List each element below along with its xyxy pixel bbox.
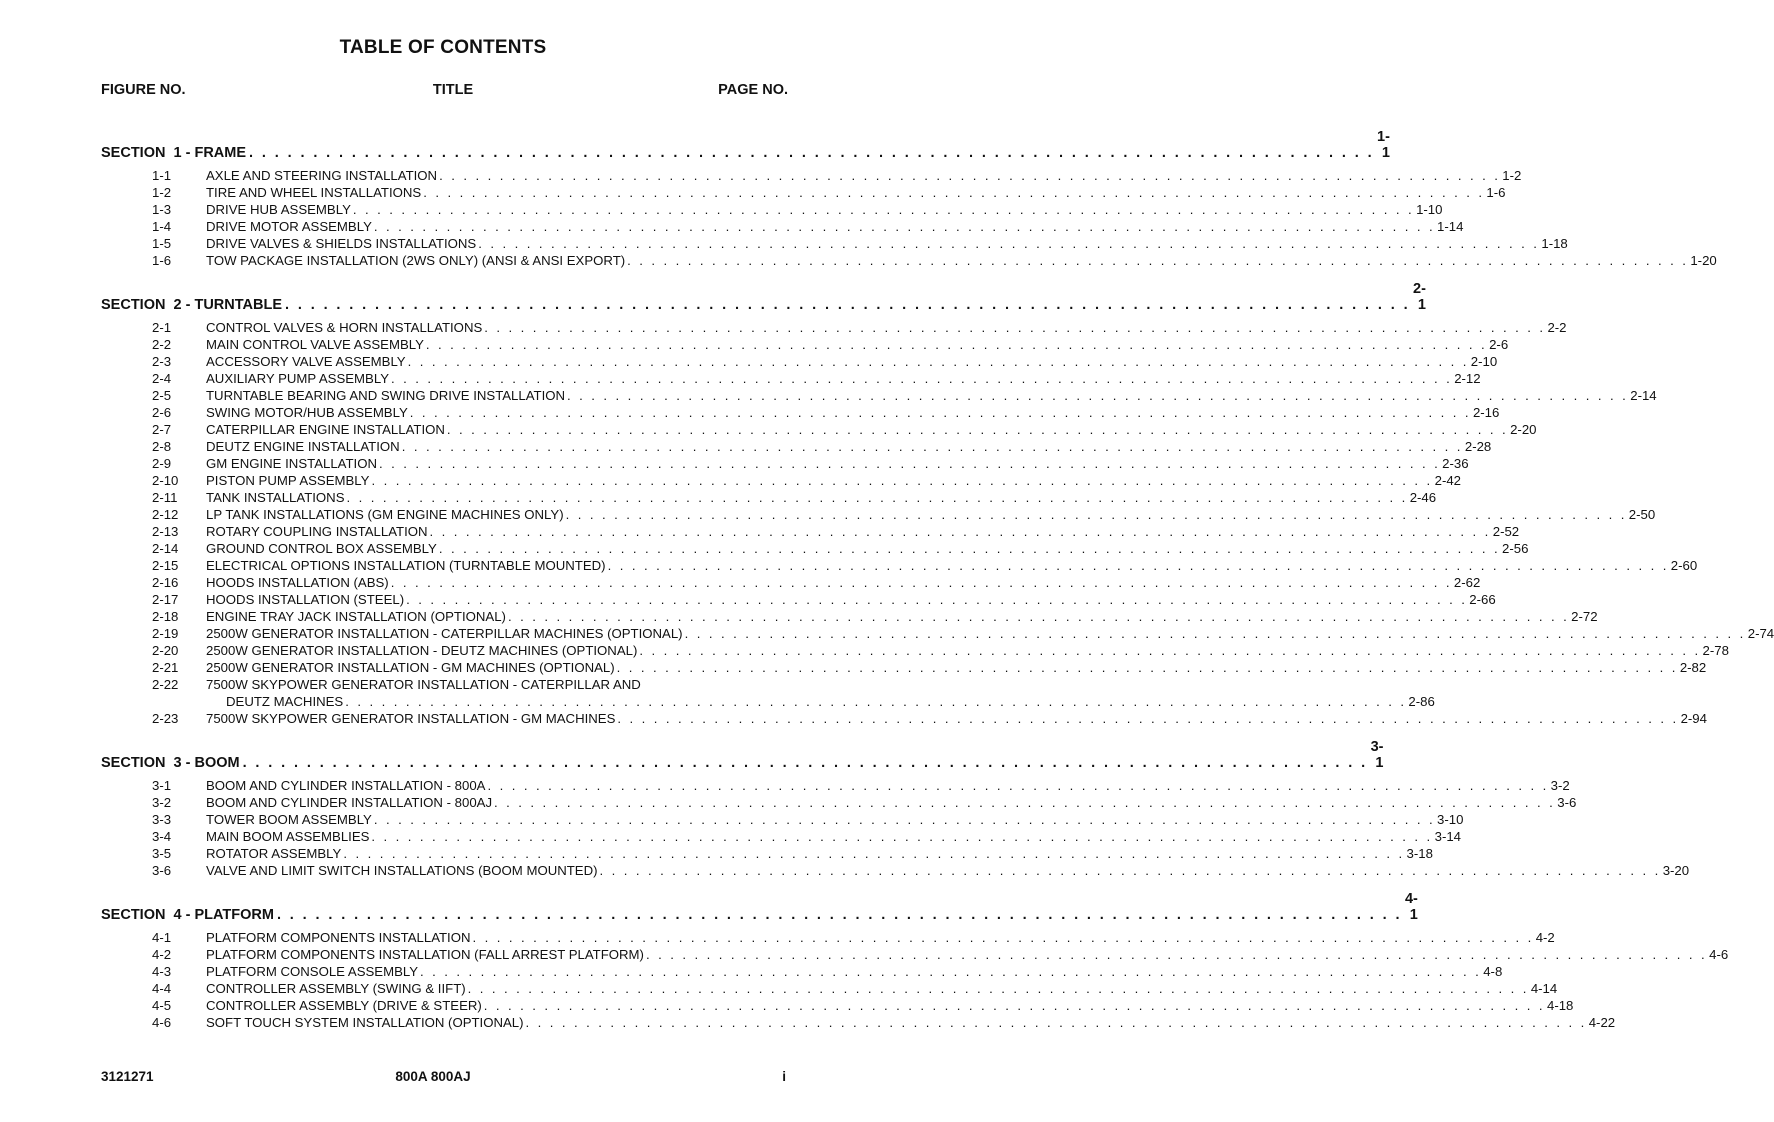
dot-leader: . . . . . . . . . . . . . . . . . . . . . . . . . . . . . . . . . . . . . . . . . . . . . . . . . . . . . . . . . . . . . . . . . . . . . . . . . . . . . . . . . . . . . . . . — [352, 202, 1415, 217]
column-header-figure: FIGURE NO. — [101, 82, 186, 98]
dot-leader: . . . . . . . . . . . . . . . . . . . . . . . . . . . . . . . . . . . . . . . . . . . . . . . . . . . . . . . . . . . . . . . . . . . . . . . . . . . . . . . . . . . . . . . . — [373, 219, 1436, 234]
toc-entry[interactable] — [0, 252, 1717, 269]
toc-entry[interactable] — [0, 608, 1598, 625]
toc-entry[interactable] — [0, 625, 1774, 642]
entry-title: ACCESSORY VALVE ASSEMBLY — [206, 354, 406, 369]
entry-page: 2-16 — [1472, 405, 1500, 420]
entry-page: 2-86 — [1408, 694, 1435, 709]
entry-title: CONTROLLER ASSEMBLY (SWING & IIFT) — [206, 981, 466, 996]
section-title: TURNTABLE — [194, 297, 282, 313]
toc-entry[interactable] — [0, 540, 1529, 557]
toc-entry[interactable] — [0, 574, 1481, 591]
section-label: SECTION 1 - — [101, 145, 195, 161]
dot-leader: . . . . . . . . . . . . . . . . . . . . . . . . . . . . . . . . . . . . . . . . . . . . . . . . . . . . . . . . . . . . . . . . . . . . . . . . . . . . . . . . . . . . . . . . — [639, 643, 1701, 658]
toc-entry[interactable] — [0, 489, 1437, 506]
toc-entry[interactable] — [0, 557, 1698, 574]
figure-number: 2-16 — [152, 575, 179, 590]
dot-leader: . . . . . . . . . . . . . . . . . . . . . . . . . . . . . . . . . . . . . . . . . . . . . . . . . . . . . . . . . . . . . . . . . . . . . . . . . . . . . . . . . . . . . . . . — [438, 541, 1501, 556]
dot-leader: . . . . . . . . . . . . . . . . . . . . . . . . . . . . . . . . . . . . . . . . . . . . . . . . . . . . . . . . . . . . . . . . . . . . . . . . . . . . . . . . . . . . . . . . — [346, 490, 1408, 505]
entry-title: 2500W GENERATOR INSTALLATION - GM MACHINES (OPTIONAL) — [206, 660, 615, 675]
dot-leader: . . . . . . . . . . . . . . . . . . . . . . . . . . . . . . . . . . . . . . . . . . . . . . . . . . . . . . . . . . . . . . . . . . . . . . . . . . . . . . . . . . . . . . . . — [525, 1015, 1587, 1030]
entry-title: TOW PACKAGE INSTALLATION (2WS ONLY) (ANSI & ANSI EXPORT) — [206, 253, 626, 268]
dot-leader: . . . . . . . . . . . . . . . . . . . . . . . . . . . . . . . . . . . . . . . . . . . . . . . . . . . . . . . . . . . . . . . . . . . . . . . . . . . . . . . . . . . . . . . . — [276, 907, 1402, 923]
section-page: 4-1 — [1404, 891, 1418, 923]
figure-number: 2-15 — [152, 558, 179, 573]
entry-title: DEUTZ MACHINES — [226, 694, 344, 709]
entry-page: 4-18 — [1546, 998, 1574, 1013]
dot-leader: . . . . . . . . . . . . . . . . . . . . . . . . . . . . . . . . . . . . . . . . . . . . . . . . . . . . . . . . . . . . . . . . . . . . . . . . . . . . . . . . . . . . . . . . — [407, 354, 1469, 369]
section-label: SECTION 2 - — [101, 297, 195, 313]
toc-entry[interactable] — [0, 591, 1496, 608]
toc-entry[interactable] — [0, 472, 1462, 489]
entry-title: 7500W SKYPOWER GENERATOR INSTALLATION - GM MACHINES — [206, 711, 616, 726]
dot-leader: . . . . . . . . . . . . . . . . . . . . . . . . . . . . . . . . . . . . . . . . . . . . . . . . . . . . . . . . . . . . . . . . . . . . . . . . . . . . . . . . . . . . . . . . — [684, 626, 1746, 641]
entry-title: GROUND CONTROL BOX ASSEMBLY — [206, 541, 437, 556]
toc-entry[interactable] — [0, 167, 1522, 184]
entry-title: DRIVE MOTOR ASSEMBLY — [206, 219, 372, 234]
dot-leader: . . . . . . . . . . . . . . . . . . . . . . . . . . . . . . . . . . . . . . . . . . . . . . . . . . . . . . . . . . . . . . . . . . . . . . . . . . . . . . . . . . . . . . . . — [627, 253, 1689, 268]
entry-title: AUXILIARY PUMP ASSEMBLY — [206, 371, 389, 386]
entry-title: PLATFORM COMPONENTS INSTALLATION (FALL ARREST PLATFORM) — [206, 947, 644, 962]
toc-entry[interactable] — [0, 455, 1469, 472]
entry-title: BOOM AND CYLINDER INSTALLATION - 800A — [206, 778, 486, 793]
dot-leader: . . . . . . . . . . . . . . . . . . . . . . . . . . . . . . . . . . . . . . . . . . . . . . . . . . . . . . . . . . . . . . . . . . . . . . . . . . . . . . . . . . . . . . . . — [425, 337, 1488, 352]
figure-number: 2-4 — [152, 371, 172, 386]
column-header-title: TITLE — [432, 82, 474, 98]
dot-leader: . . . . . . . . . . . . . . . . . . . . . . . . . . . . . . . . . . . . . . . . . . . . . . . . . . . . . . . . . . . . . . . . . . . . . . . . . . . . . . . . . . . . . . . . — [371, 829, 1433, 844]
entry-page: 2-50 — [1628, 507, 1656, 522]
entry-page: 2-12 — [1454, 371, 1481, 386]
entry-page: 1-14 — [1437, 219, 1464, 234]
figure-number: 3-4 — [152, 829, 172, 844]
entry-title: PLATFORM CONSOLE ASSEMBLY — [206, 964, 419, 979]
entry-page: 4-2 — [1535, 930, 1555, 945]
figure-number: 4-5 — [152, 998, 172, 1013]
entry-page: 2-66 — [1469, 592, 1496, 607]
entry-title: SWING MOTOR/HUB ASSEMBLY — [206, 405, 408, 420]
figure-number: 2-12 — [152, 507, 179, 522]
dot-leader: . . . . . . . . . . . . . . . . . . . . . . . . . . . . . . . . . . . . . . . . . . . . . . . . . . . . . . . . . . . . . . . . . . . . . . . . . . . . . . . . . . . . . . . . — [242, 755, 1368, 771]
figure-number: 1-2 — [152, 185, 172, 200]
toc-entry[interactable] — [0, 438, 1492, 455]
dot-leader: . . . . . . . . . . . . . . . . . . . . . . . . . . . . . . . . . . . . . . . . . . . . . . . . . . . . . . . . . . . . . . . . . . . . . . . . . . . . . . . . . . . . . . . . — [378, 456, 1441, 471]
toc-entry[interactable] — [0, 336, 1509, 353]
toc-section — [0, 129, 1717, 269]
table-of-contents — [0, 129, 1774, 1045]
figure-number: 3-1 — [152, 778, 172, 793]
toc-entry[interactable] — [0, 184, 1506, 201]
dot-leader: . . . . . . . . . . . . . . . . . . . . . . . . . . . . . . . . . . . . . . . . . . . . . . . . . . . . . . . . . . . . . . . . . . . . . . . . . . . . . . . . . . . . . . . . — [484, 320, 1546, 335]
section-title: FRAME — [194, 145, 247, 161]
toc-entry[interactable] — [0, 319, 1567, 336]
entry-page: 2-94 — [1680, 711, 1707, 726]
column-header-page: PAGE NO. — [718, 82, 788, 98]
entry-page: 2-2 — [1547, 320, 1567, 335]
dot-leader: . . . . . . . . . . . . . . . . . . . . . . . . . . . . . . . . . . . . . . . . . . . . . . . . . . . . . . . . . . . . . . . . . . . . . . . . . . . . . . . . . . . . . . . . — [472, 930, 1534, 945]
toc-entry[interactable] — [0, 845, 1433, 862]
figure-number: 1-1 — [152, 168, 172, 183]
toc-entry[interactable] — [0, 963, 1503, 980]
figure-number: 2-2 — [152, 337, 172, 352]
dot-leader: . . . . . . . . . . . . . . . . . . . . . . . . . . . . . . . . . . . . . . . . . . . . . . . . . . . . . . . . . . . . . . . . . . . . . . . . . . . . . . . . . . . . . . . . — [607, 558, 1669, 573]
toc-entry[interactable] — [0, 353, 1498, 370]
dot-leader: . . . . . . . . . . . . . . . . . . . . . . . . . . . . . . . . . . . . . . . . . . . . . . . . . . . . . . . . . . . . . . . . . . . . . . . . . . . . . . . . . . . . . . . . — [617, 711, 1679, 726]
entry-page: 1-10 — [1416, 202, 1443, 217]
figure-number: 2-20 — [152, 643, 179, 658]
figure-number: 4-2 — [152, 947, 172, 962]
entry-title: TURNTABLE BEARING AND SWING DRIVE INSTALLATION — [206, 388, 566, 403]
dot-leader: . . . . . . . . . . . . . . . . . . . . . . . . . . . . . . . . . . . . . . . . . . . . . . . . . . . . . . . . . . . . . . . . . . . . . . . . . . . . . . . . . . . . . . . . — [478, 236, 1540, 251]
entry-title: TOWER BOOM ASSEMBLY — [206, 812, 372, 827]
toc-entry[interactable] — [0, 828, 1462, 845]
entry-title: ELECTRICAL OPTIONS INSTALLATION (TURNTABLE MOUNTED) — [206, 558, 606, 573]
toc-entry[interactable] — [0, 523, 1520, 540]
entry-title: MAIN BOOM ASSEMBLIES — [206, 829, 370, 844]
toc-entry[interactable] — [0, 218, 1464, 235]
dot-leader: . . . . . . . . . . . . . . . . . . . . . . . . . . . . . . . . . . . . . . . . . . . . . . . . . . . . . . . . . . . . . . . . . . . . . . . . . . . . . . . . . . . . . . . . — [483, 998, 1545, 1013]
entry-title: ENGINE TRAY JACK INSTALLATION (OPTIONAL) — [206, 609, 506, 624]
figure-number: 2-11 — [152, 490, 178, 505]
figure-number: 1-6 — [152, 253, 172, 268]
entry-title: BOOM AND CYLINDER INSTALLATION - 800AJ — [206, 795, 493, 810]
entry-page: 3-18 — [1406, 846, 1433, 861]
entry-title: PISTON PUMP ASSEMBLY — [206, 473, 370, 488]
entry-page: 4-14 — [1530, 981, 1558, 996]
figure-number: 3-5 — [152, 846, 172, 861]
entry-page: 2-42 — [1434, 473, 1462, 488]
dot-leader: . . . . . . . . . . . . . . . . . . . . . . . . . . . . . . . . . . . . . . . . . . . . . . . . . . . . . . . . . . . . . . . . . . . . . . . . . . . . . . . . . . . . . . . . — [345, 694, 1407, 709]
figure-number: 2-8 — [152, 439, 172, 454]
dot-leader: . . . . . . . . . . . . . . . . . . . . . . . . . . . . . . . . . . . . . . . . . . . . . . . . . . . . . . . . . . . . . . . . . . . . . . . . . . . . . . . . . . . . . . . . — [616, 660, 1678, 675]
toc-section — [0, 281, 1774, 727]
entry-title: HOODS INSTALLATION (STEEL) — [206, 592, 405, 607]
figure-number: 2-21 — [152, 660, 179, 675]
figure-number: 4-3 — [152, 964, 172, 979]
entry-page: 2-52 — [1492, 524, 1520, 539]
entry-page: 2-28 — [1464, 439, 1492, 454]
dot-leader: . . . . . . . . . . . . . . . . . . . . . . . . . . . . . . . . . . . . . . . . . . . . . . . . . . . . . . . . . . . . . . . . . . . . . . . . . . . . . . . . . . . . . . . . — [285, 297, 1410, 313]
toc-entry[interactable] — [0, 1014, 1616, 1031]
toc-entry[interactable] — [0, 506, 1656, 523]
dot-leader: . . . . . . . . . . . . . . . . . . . . . . . . . . . . . . . . . . . . . . . . . . . . . . . . . . . . . . . . . . . . . . . . . . . . . . . . . . . . . . . . . . . . . . . . — [429, 524, 1491, 539]
entry-page: 4-8 — [1483, 964, 1503, 979]
figure-number: 1-5 — [152, 236, 172, 251]
entry-page: 4-6 — [1709, 947, 1729, 962]
entry-page: 2-56 — [1502, 541, 1529, 556]
toc-entry[interactable] — [0, 777, 1570, 794]
dot-leader: . . . . . . . . . . . . . . . . . . . . . . . . . . . . . . . . . . . . . . . . . . . . . . . . . . . . . . . . . . . . . . . . . . . . . . . . . . . . . . . . . . . . . . . . — [423, 185, 1485, 200]
dot-leader: . . . . . . . . . . . . . . . . . . . . . . . . . . . . . . . . . . . . . . . . . . . . . . . . . . . . . . . . . . . . . . . . . . . . . . . . . . . . . . . . . . . . . . . . — [401, 439, 1463, 454]
entry-title: ROTATOR ASSEMBLY — [206, 846, 342, 861]
figure-number: 4-1 — [152, 930, 172, 945]
dot-leader: . . . . . . . . . . . . . . . . . . . . . . . . . . . . . . . . . . . . . . . . . . . . . . . . . . . . . . . . . . . . . . . . . . . . . . . . . . . . . . . . . . . . . . . . — [249, 145, 1375, 161]
dot-leader: . . . . . . . . . . . . . . . . . . . . . . . . . . . . . . . . . . . . . . . . . . . . . . . . . . . . . . . . . . . . . . . . . . . . . . . . . . . . . . . . . . . . . . . . — [467, 981, 1529, 996]
section-title: PLATFORM — [194, 907, 274, 923]
toc-entry[interactable] — [0, 710, 1707, 727]
figure-number: 2-17 — [152, 592, 179, 607]
entry-title: MAIN CONTROL VALVE ASSEMBLY — [206, 337, 424, 352]
toc-entry[interactable] — [0, 387, 1657, 404]
entry-page: 2-6 — [1489, 337, 1509, 352]
dot-leader: . . . . . . . . . . . . . . . . . . . . . . . . . . . . . . . . . . . . . . . . . . . . . . . . . . . . . . . . . . . . . . . . . . . . . . . . . . . . . . . . . . . . . . . . — [420, 964, 1482, 979]
figure-number: 2-9 — [152, 456, 172, 471]
toc-entry[interactable] — [0, 642, 1729, 659]
entry-title: ROTARY COUPLING INSTALLATION — [206, 524, 428, 539]
entry-title: CONTROL VALVES & HORN INSTALLATIONS — [206, 320, 483, 335]
entry-page: 2-46 — [1409, 490, 1437, 505]
figure-number: 2-14 — [152, 541, 179, 556]
section-page: 3-1 — [1370, 739, 1384, 771]
toc-entry[interactable] — [0, 404, 1500, 421]
entry-page: 1-20 — [1690, 253, 1717, 268]
toc-entry[interactable] — [0, 946, 1729, 963]
entry-page: 2-74 — [1747, 626, 1774, 641]
dot-leader: . . . . . . . . . . . . . . . . . . . . . . . . . . . . . . . . . . . . . . . . . . . . . . . . . . . . . . . . . . . . . . . . . . . . . . . . . . . . . . . . . . . . . . . . — [343, 846, 1405, 861]
dot-leader: . . . . . . . . . . . . . . . . . . . . . . . . . . . . . . . . . . . . . . . . . . . . . . . . . . . . . . . . . . . . . . . . . . . . . . . . . . . . . . . . . . . . . . . . — [439, 168, 1501, 183]
section-label: SECTION 4 - — [101, 907, 195, 923]
figure-number: 3-6 — [152, 863, 172, 878]
toc-entry[interactable] — [0, 929, 1555, 946]
toc-entry[interactable] — [0, 997, 1574, 1014]
entry-title: DRIVE VALVES & SHIELDS INSTALLATIONS — [206, 236, 477, 251]
figure-number: 2-10 — [152, 473, 179, 488]
entry-title: AXLE AND STEERING INSTALLATION — [206, 168, 438, 183]
entry-page: 1-6 — [1486, 185, 1506, 200]
entry-title: LP TANK INSTALLATIONS (GM ENGINE MACHINES ONLY) — [206, 507, 564, 522]
dot-leader: . . . . . . . . . . . . . . . . . . . . . . . . . . . . . . . . . . . . . . . . . . . . . . . . . . . . . . . . . . . . . . . . . . . . . . . . . . . . . . . . . . . . . . . . — [409, 405, 1471, 420]
entry-page: 2-62 — [1453, 575, 1481, 590]
toc-section — [0, 891, 1729, 1031]
figure-number: 2-18 — [152, 609, 179, 624]
figure-number: 2-5 — [152, 388, 172, 403]
entry-title: VALVE AND LIMIT SWITCH INSTALLATIONS (BOOM MOUNTED) — [206, 863, 598, 878]
toc-entry[interactable] — [0, 811, 1464, 828]
entry-page: 1-2 — [1502, 168, 1522, 183]
dot-leader: . . . . . . . . . . . . . . . . . . . . . . . . . . . . . . . . . . . . . . . . . . . . . . . . . . . . . . . . . . . . . . . . . . . . . . . . . . . . . . . . . . . . . . . . — [406, 592, 1468, 607]
section-heading[interactable] — [0, 129, 1390, 161]
entry-page: 3-2 — [1550, 778, 1570, 793]
page-title: TABLE OF CONTENTS — [339, 37, 547, 58]
entry-title: CONTROLLER ASSEMBLY (DRIVE & STEER) — [206, 998, 482, 1013]
toc-entry[interactable] — [0, 370, 1481, 387]
figure-number: 3-2 — [152, 795, 172, 810]
section-page: 1-1 — [1377, 129, 1390, 161]
figure-number: 4-4 — [152, 981, 172, 996]
toc-entry[interactable] — [0, 980, 1558, 997]
entry-title: CATERPILLAR ENGINE INSTALLATION — [206, 422, 445, 437]
section-label: SECTION 3 - — [101, 755, 195, 771]
dot-leader: . . . . . . . . . . . . . . . . . . . . . . . . . . . . . . . . . . . . . . . . . . . . . . . . . . . . . . . . . . . . . . . . . . . . . . . . . . . . . . . . . . . . . . . . — [565, 507, 1627, 522]
dot-leader: . . . . . . . . . . . . . . . . . . . . . . . . . . . . . . . . . . . . . . . . . . . . . . . . . . . . . . . . . . . . . . . . . . . . . . . . . . . . . . . . . . . . . . . . — [390, 575, 1452, 590]
toc-section — [0, 739, 1690, 879]
entry-page: 4-22 — [1588, 1015, 1616, 1030]
dot-leader: . . . . . . . . . . . . . . . . . . . . . . . . . . . . . . . . . . . . . . . . . . . . . . . . . . . . . . . . . . . . . . . . . . . . . . . . . . . . . . . . . . . . . . . . — [567, 388, 1629, 403]
toc-entry[interactable] — [0, 201, 1443, 218]
dot-leader: . . . . . . . . . . . . . . . . . . . . . . . . . . . . . . . . . . . . . . . . . . . . . . . . . . . . . . . . . . . . . . . . . . . . . . . . . . . . . . . . . . . . . . . . — [599, 863, 1661, 878]
entry-page: 2-82 — [1679, 660, 1707, 675]
section-heading[interactable] — [0, 281, 1426, 313]
figure-number: 2-7 — [152, 422, 172, 437]
entry-page: 3-14 — [1434, 829, 1462, 844]
entry-title: HOODS INSTALLATION (ABS) — [206, 575, 389, 590]
entry-page: 3-6 — [1557, 795, 1577, 810]
figure-number: 2-1 — [152, 320, 172, 335]
section-page: 2-1 — [1413, 281, 1426, 313]
toc-entry[interactable] — [0, 676, 866, 693]
entry-page: 2-60 — [1670, 558, 1698, 573]
entry-title: 7500W SKYPOWER GENERATOR INSTALLATION - CATERPILLAR AND — [206, 677, 641, 692]
entry-page: 2-20 — [1510, 422, 1537, 437]
entry-page: 3-10 — [1437, 812, 1464, 827]
toc-entry[interactable] — [0, 421, 1537, 438]
dot-leader: . . . . . . . . . . . . . . . . . . . . . . . . . . . . . . . . . . . . . . . . . . . . . . . . . . . . . . . . . . . . . . . . . . . . . . . . . . . . . . . . . . . . . . . . — [507, 609, 1570, 624]
figure-number: 1-4 — [152, 219, 172, 234]
entry-page: 3-20 — [1662, 863, 1690, 878]
dot-leader: . . . . . . . . . . . . . . . . . . . . . . . . . . . . . . . . . . . . . . . . . . . . . . . . . . . . . . . . . . . . . . . . . . . . . . . . . . . . . . . . . . . . . . . . — [391, 371, 1453, 386]
entry-title: DEUTZ ENGINE INSTALLATION — [206, 439, 400, 454]
toc-entry[interactable] — [0, 235, 1568, 252]
figure-number: 2-19 — [152, 626, 179, 641]
figure-number: 3-3 — [152, 812, 172, 827]
section-heading[interactable] — [0, 739, 1384, 771]
entry-page: 2-78 — [1702, 643, 1729, 658]
figure-number: 2-23 — [152, 711, 179, 726]
figure-number: 2-3 — [152, 354, 172, 369]
dot-leader: . . . . . . . . . . . . . . . . . . . . . . . . . . . . . . . . . . . . . . . . . . . . . . . . . . . . . . . . . . . . . . . . . . . . . . . . . . . . . . . . . . . . . . . . — [487, 778, 1549, 793]
figure-number: 2-6 — [152, 405, 172, 420]
entry-title: DRIVE HUB ASSEMBLY — [206, 202, 351, 217]
footer-page-number: i — [782, 1069, 786, 1084]
dot-leader: . . . . . . . . . . . . . . . . . . . . . . . . . . . . . . . . . . . . . . . . . . . . . . . . . . . . . . . . . . . . . . . . . . . . . . . . . . . . . . . . . . . . . . . . — [373, 812, 1436, 827]
entry-title: GM ENGINE INSTALLATION — [206, 456, 377, 471]
dot-leader: . . . . . . . . . . . . . . . . . . . . . . . . . . . . . . . . . . . . . . . . . . . . . . . . . . . . . . . . . . . . . . . . . . . . . . . . . . . . . . . . . . . . . . . . — [371, 473, 1433, 488]
entry-page: 2-72 — [1571, 609, 1598, 624]
figure-number: 1-3 — [152, 202, 172, 217]
figure-number: 4-6 — [152, 1015, 172, 1030]
figure-number: 2-22 — [152, 677, 179, 692]
dot-leader: . . . . . . . . . . . . . . . . . . . . . . . . . . . . . . . . . . . . . . . . . . . . . . . . . . . . . . . . . . . . . . . . . . . . . . . . . . . . . . . . . . . . . . . . — [494, 795, 1556, 810]
footer-document-number: 3121271 — [101, 1069, 154, 1084]
entry-title: 2500W GENERATOR INSTALLATION - CATERPILLAR MACHINES (OPTIONAL) — [206, 626, 683, 641]
entry-title: SOFT TOUCH SYSTEM INSTALLATION (OPTIONAL) — [206, 1015, 524, 1030]
entry-page: 2-36 — [1442, 456, 1469, 471]
entry-page: 2-10 — [1470, 354, 1498, 369]
dot-leader: . . . . . . . . . . . . . . . . . . . . . . . . . . . . . . . . . . . . . . . . . . . . . . . . . . . . . . . . . . . . . . . . . . . . . . . . . . . . . . . . . . . . . . . . — [446, 422, 1509, 437]
toc-entry[interactable] — [0, 693, 1435, 710]
entry-title: TIRE AND WHEEL INSTALLATIONS — [206, 185, 422, 200]
footer-model: 800A 800AJ — [395, 1069, 471, 1084]
entry-title: 2500W GENERATOR INSTALLATION - DEUTZ MACHINES (OPTIONAL) — [206, 643, 638, 658]
toc-entry[interactable] — [0, 659, 1707, 676]
entry-page: 1-18 — [1541, 236, 1568, 251]
figure-number: 2-13 — [152, 524, 179, 539]
entry-title: TANK INSTALLATIONS — [206, 490, 345, 505]
entry-title: PLATFORM COMPONENTS INSTALLATION — [206, 930, 471, 945]
toc-entry[interactable] — [0, 862, 1690, 879]
dot-leader: . . . . . . . . . . . . . . . . . . . . . . . . . . . . . . . . . . . . . . . . . . . . . . . . . . . . . . . . . . . . . . . . . . . . . . . . . . . . . . . . . . . . . . . . — [645, 947, 1708, 962]
section-heading[interactable] — [0, 891, 1418, 923]
section-title: BOOM — [194, 755, 240, 771]
entry-page: 2-14 — [1630, 388, 1657, 403]
toc-entry[interactable] — [0, 794, 1577, 811]
